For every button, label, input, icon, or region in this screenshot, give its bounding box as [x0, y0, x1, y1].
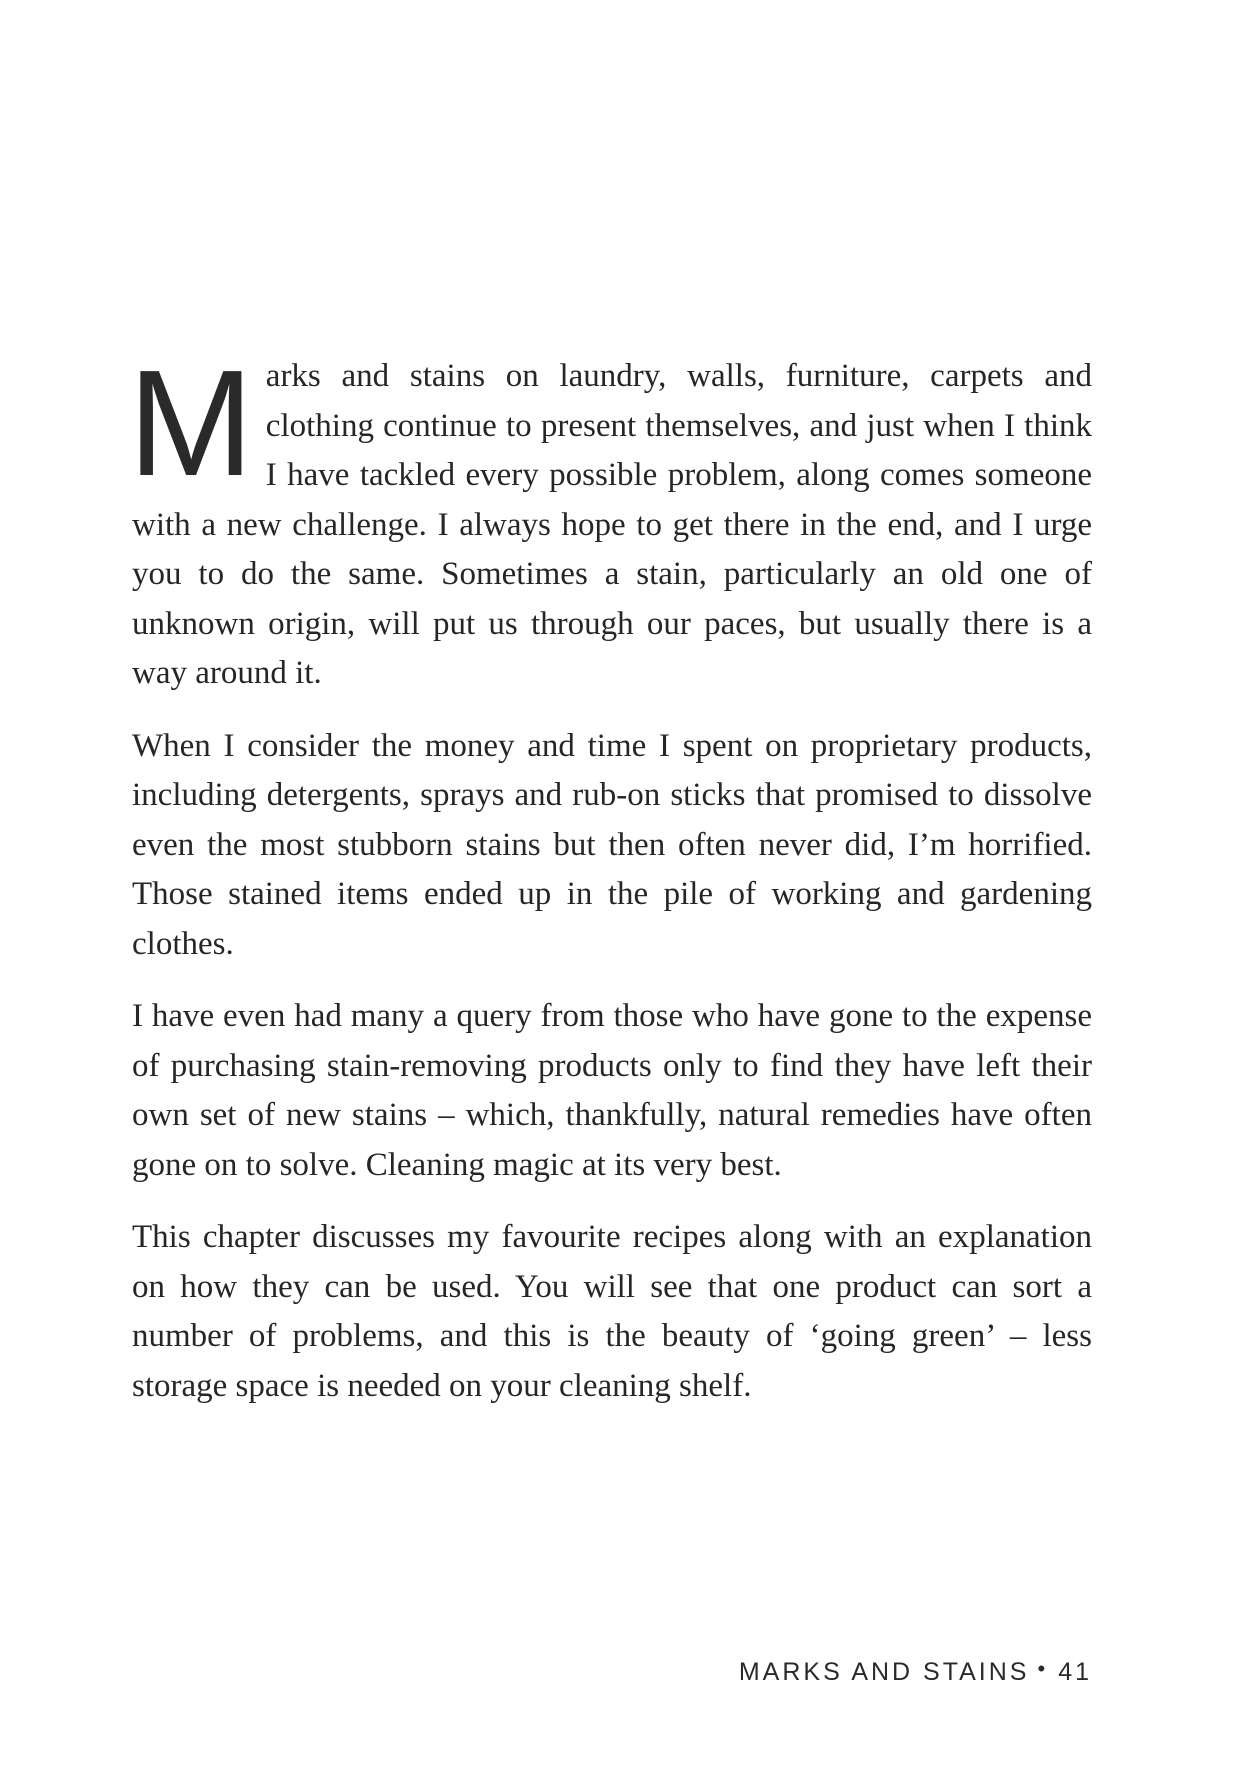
- page-number: 41: [1058, 1658, 1092, 1686]
- paragraph-2: When I consider the money and time I spent on proprietary products, including detergents, sprays and rub-on sticks that promised to dissolve even the most stubborn stains but then often never did, I’m horrified. Those stained items ended up in the pile of working and gardening clothes.: [132, 727, 1092, 962]
- running-footer: [739, 1656, 1092, 1687]
- paragraph-1: [128, 338, 1092, 699]
- paragraph-1-text: arks and stains on laundry, walls, furniture, carpets and clothing continue to present themselves, and just when I think I have tackled every possible problem, along comes someone with a new challenge. I always hope to get there in the end, and I urge you to do the same. Sometimes a stain, particularly an old one of unknown origin, will put us through our paces, but usually there is a way around it.: [132, 358, 1092, 691]
- body-text: [128, 338, 1092, 1434]
- paragraph-3: I have even had many a query from those who have gone to the expense of purchasing stain-removing products only to find they have left their own set of new stains – which, thankfully, natural remedies have often gone on to solve. Cleaning magic at its very best.: [132, 998, 1092, 1183]
- drop-cap: M: [128, 338, 254, 507]
- section-title: MARKS AND STAINS: [738, 1658, 1030, 1686]
- bullet-separator: •: [1037, 1656, 1049, 1681]
- paragraph-4: This chapter discusses my favourite recipes along with an explanation on how they can be used. You will see that one product can sort a number of problems, and this is the beauty of ‘going green’ – less storage space is needed on your cleaning shelf.: [132, 1219, 1092, 1404]
